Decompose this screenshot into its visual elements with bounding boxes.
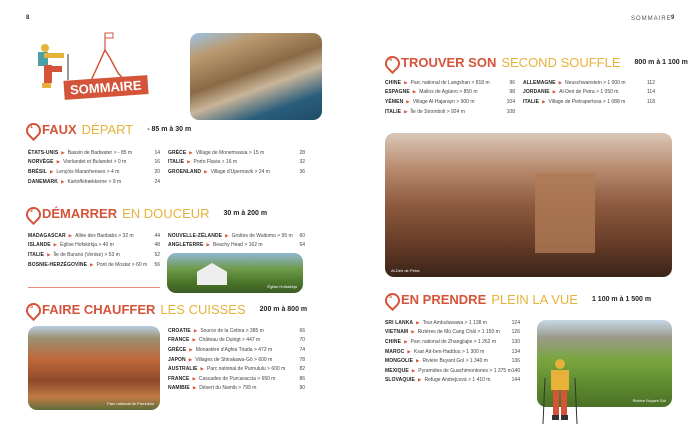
country: FRANCE — [168, 337, 190, 344]
country: ESPAGNE — [385, 89, 410, 96]
toc-entry[interactable] — [168, 158, 305, 168]
country: GRÈCE — [168, 149, 187, 156]
country: JORDANIE — [523, 89, 550, 96]
entry-list — [168, 231, 305, 250]
section-title-light: DÉPART — [81, 122, 134, 137]
page-ref: 36 — [299, 168, 305, 175]
section-title-bold: FAUX — [42, 122, 77, 137]
place: Kartoffelrækkerne > 9 m — [67, 178, 122, 185]
country: GRÈCE — [168, 346, 187, 353]
arrow-icon: ▶ — [406, 98, 410, 104]
arrow-icon: ▶ — [60, 178, 65, 184]
location-pin-icon — [385, 56, 396, 69]
page-ref: 104 — [506, 98, 515, 105]
arrow-icon: ▶ — [200, 366, 204, 372]
toc-entry[interactable] — [28, 241, 160, 251]
arrow-icon: ▶ — [90, 261, 94, 267]
country: VIETNAM — [385, 329, 409, 336]
page-ref: 24 — [154, 178, 160, 185]
entry-list — [28, 148, 160, 186]
place: Neuschwanstein > 1 000 m — [565, 79, 626, 86]
toc-entry[interactable] — [168, 374, 305, 384]
page-ref: 86 — [299, 375, 305, 382]
arrow-icon: ▶ — [404, 338, 408, 344]
arrow-icon: ▶ — [407, 348, 411, 354]
sommaire-logo — [30, 28, 150, 103]
country: CHINE — [385, 338, 402, 345]
country: NAMIBIE — [168, 385, 190, 392]
page-ref: 114 — [647, 89, 655, 96]
place: Village d'Upernavik > 24 m — [210, 168, 270, 175]
country: ISLANDE — [28, 242, 51, 249]
arrow-icon: ▶ — [404, 108, 408, 114]
arrow-icon: ▶ — [61, 149, 65, 155]
place: Grottes de Waitomo > 95 m — [231, 232, 293, 239]
entry-list — [385, 78, 515, 116]
entry-list — [168, 148, 305, 177]
arrow-icon: ▶ — [411, 329, 415, 335]
toc-entry[interactable] — [523, 97, 655, 107]
toc-entry[interactable] — [385, 366, 520, 376]
page-ref: 98 — [509, 89, 515, 96]
place: Mallos de Agüero > 850 m — [419, 89, 478, 96]
page-ref: 130 — [511, 338, 520, 345]
page-ref: 118 — [647, 98, 655, 105]
page-ref: 48 — [154, 242, 160, 249]
toc-entry[interactable] — [523, 78, 655, 88]
toc-entry[interactable] — [28, 167, 160, 177]
toc-entry[interactable] — [385, 376, 520, 386]
photo-caption: Église Hofskirkja — [267, 284, 297, 289]
country: MEXIQUE — [385, 367, 409, 374]
place: Parc national de Zhangjiajie > 1 262 m — [410, 338, 497, 345]
arrow-icon: ▶ — [416, 358, 420, 364]
toc-entry[interactable] — [168, 167, 305, 177]
page-ref: 78 — [299, 356, 305, 363]
page-ref: 64 — [299, 242, 305, 249]
country: ITALIE — [385, 108, 402, 115]
entry-list — [523, 78, 655, 107]
entry-list — [168, 326, 305, 393]
toc-entry[interactable] — [385, 78, 515, 88]
arrow-icon: ▶ — [417, 377, 422, 383]
section-number: 3 — [30, 304, 33, 310]
section-title-light: EN DOUCEUR — [122, 206, 210, 221]
section-heading-5 — [385, 292, 651, 307]
toc-entry[interactable] — [385, 337, 520, 347]
altitude-range: 1 100 m à 1 500 m — [591, 296, 652, 303]
country: CROATIE — [168, 327, 191, 334]
country: SRI LANKA — [385, 319, 414, 326]
page-ref: 126 — [511, 329, 520, 336]
country: NOUVELLE-ZÉLANDE — [168, 232, 223, 239]
altitude-range: 800 m à 1 100 m — [634, 59, 688, 66]
country: YÉMEN — [385, 98, 404, 105]
place: Ksar Aït-ben-Haddou > 1 300 m — [413, 348, 485, 355]
sommaire-title: SOMMAIRE — [63, 75, 148, 100]
toc-entry[interactable] — [168, 336, 305, 346]
place: Tour Ambuluwawa > 1 138 m — [422, 319, 487, 326]
country: FRANCE — [168, 375, 190, 382]
toc-entry[interactable] — [385, 97, 515, 107]
arrow-icon: ▶ — [416, 319, 420, 325]
place: Monastère d'Aghia Triada > 472 m — [195, 346, 273, 353]
country: GROENLAND — [168, 168, 202, 175]
toc-entry[interactable] — [28, 158, 160, 168]
arrow-icon: ▶ — [542, 98, 546, 104]
photo-monemvasia — [190, 33, 322, 120]
place: Lençóis Maranhenses > 4 m — [56, 168, 120, 175]
section-number: 5 — [389, 294, 392, 300]
section-heading-1 — [26, 122, 191, 137]
toc-entry[interactable] — [385, 356, 520, 366]
arrow-icon: ▶ — [56, 159, 61, 165]
section-number: 2 — [30, 208, 33, 214]
section-title-bold: FAIRE CHAUFFER — [42, 302, 156, 317]
running-head: SOMMAIRE — [631, 16, 672, 22]
country: MAROC — [385, 348, 405, 355]
arrow-icon: ▶ — [193, 327, 198, 333]
page-ref: 60 — [299, 232, 305, 239]
country: CHINE — [385, 79, 402, 86]
arrow-icon: ▶ — [192, 375, 196, 381]
country: MADAGASCAR — [28, 232, 66, 239]
location-pin-icon — [26, 303, 37, 316]
page-ref: 90 — [299, 385, 305, 392]
page-ref: 144 — [511, 377, 520, 384]
toc-entry[interactable] — [28, 177, 160, 187]
photo-caption: Al-Deir de Petra — [391, 268, 420, 273]
arrow-icon: ▶ — [47, 251, 51, 257]
page-ref: 28 — [299, 149, 305, 156]
country: NORVÈGE — [28, 159, 54, 166]
photo-hofskirkja — [167, 253, 303, 293]
photo-purnululu — [28, 326, 160, 410]
place: Île de Burano (Venise) > 53 m — [53, 251, 120, 258]
page-ref: 44 — [154, 232, 160, 239]
page-ref: 134 — [511, 348, 520, 355]
section-title-bold: TROUVER SON — [401, 55, 497, 70]
place: Pont de Mostar > 60 m — [96, 261, 148, 268]
section-title-bold: DÉMARRER — [42, 206, 118, 221]
arrow-icon: ▶ — [189, 346, 193, 352]
arrow-icon: ▶ — [49, 168, 54, 174]
arrow-icon: ▶ — [68, 232, 73, 238]
toc-entry[interactable] — [168, 384, 305, 394]
section-number: 1 — [30, 124, 33, 130]
country: AUSTRALIE — [168, 366, 198, 373]
page-ref: 52 — [154, 251, 160, 258]
entry-list — [385, 318, 520, 385]
section-heading-4 — [385, 55, 688, 70]
page-ref: 20 — [154, 168, 160, 175]
location-pin-icon — [385, 293, 396, 306]
page-number-right: 9 — [671, 15, 675, 21]
country: DANEMARK — [28, 178, 58, 185]
toc-entry[interactable] — [385, 88, 515, 98]
page-ref: 16 — [154, 159, 160, 166]
place: Désert du Namib > 799 m — [199, 385, 257, 392]
divider — [28, 287, 160, 288]
place: Beachy Head > 162 m — [212, 242, 263, 249]
hiker-illustration — [540, 358, 580, 428]
toc-entry[interactable] — [168, 148, 305, 158]
place: Source de la Cetina > 385 m — [200, 327, 264, 334]
country: ITALIE — [168, 159, 185, 166]
arrow-icon: ▶ — [558, 79, 563, 85]
country: ÉTATS-UNIS — [28, 149, 59, 156]
country: SLOVAQUIE — [385, 377, 415, 384]
toc-entry[interactable] — [168, 364, 305, 374]
altitude-range: - 85 m à 30 m — [147, 126, 192, 133]
page-ref: 82 — [299, 366, 305, 373]
location-pin-icon — [26, 123, 37, 136]
country: JAPON — [168, 356, 186, 363]
toc-entry[interactable] — [168, 231, 305, 241]
arrow-icon: ▶ — [206, 242, 210, 248]
country: ITALIE — [523, 98, 540, 105]
section-title-bold: EN PRENDRE — [401, 292, 487, 307]
arrow-icon: ▶ — [404, 79, 408, 85]
toc-entry[interactable] — [28, 148, 160, 158]
page-ref: 74 — [299, 346, 305, 353]
toc-entry[interactable] — [385, 347, 520, 357]
arrow-icon: ▶ — [192, 385, 197, 391]
toc-entry[interactable] — [385, 318, 520, 328]
place: Villages de Shirakawa-Gō > 600 m — [195, 356, 273, 363]
arrow-icon: ▶ — [53, 242, 58, 248]
country: ITALIE — [28, 251, 45, 258]
place: Château de Duingt > 447 m — [198, 337, 261, 344]
altitude-range: 30 m à 200 m — [223, 210, 268, 217]
place: Vierlandet et Bulandet > 0 m — [63, 159, 127, 166]
arrow-icon: ▶ — [189, 149, 193, 155]
section-number: 4 — [389, 57, 392, 63]
arrow-icon: ▶ — [187, 159, 191, 165]
toc-entry[interactable] — [168, 241, 305, 251]
toc-entry[interactable] — [28, 250, 160, 260]
section-heading-2 — [26, 206, 267, 221]
place: Village de Monemvasia > 15 m — [195, 149, 265, 156]
toc-entry[interactable] — [168, 345, 305, 355]
place: Refuge Andrejcová > 1 410 m — [424, 377, 491, 384]
page-ref: 14 — [154, 149, 160, 156]
arrow-icon: ▶ — [188, 356, 193, 362]
arrow-icon: ▶ — [225, 232, 229, 238]
toc-entry[interactable] — [523, 88, 655, 98]
country: ALLEMAGNE — [523, 79, 556, 86]
place: Al-Deir de Petra > 1 050 m — [559, 89, 619, 96]
arrow-icon: ▶ — [204, 168, 208, 174]
page-ref: 136 — [511, 358, 520, 365]
country: ANGLETERRE — [168, 242, 204, 249]
arrow-icon: ▶ — [411, 367, 416, 373]
page-ref: 112 — [647, 79, 655, 86]
photo-caption: Parc national de Purnululu — [107, 401, 154, 406]
page-ref: 96 — [509, 79, 515, 86]
page-number-left: 8 — [26, 15, 30, 21]
section-title-light: PLEIN LA VUE — [491, 292, 578, 307]
location-pin-icon — [26, 207, 37, 220]
section-title-light: LES CUISSES — [160, 302, 246, 317]
place: Allée des Baobabs > 32 m — [75, 232, 134, 239]
toc-entry[interactable] — [168, 355, 305, 365]
toc-entry[interactable] — [385, 107, 515, 117]
page-ref: 124 — [511, 319, 520, 326]
section-title-light: SECOND SOUFFLE — [501, 55, 621, 70]
country: BOSNIE-HERZÉGOVINE — [28, 261, 88, 268]
place: Parc national de Langshan > 818 m — [410, 79, 490, 86]
place: Parc national de Purnululu > 600 m — [206, 366, 286, 373]
place: Village de Pietrapertosa > 1 088 m — [548, 98, 626, 105]
page-ref: 32 — [299, 159, 305, 166]
arrow-icon: ▶ — [412, 89, 417, 95]
entry-list — [28, 231, 160, 269]
photo-petra — [385, 133, 672, 277]
place: Pyramides de Guachimontones > 1 375 m — [418, 367, 512, 374]
page-ref: 56 — [154, 261, 160, 268]
toc-entry[interactable] — [168, 326, 305, 336]
page-ref: 66 — [299, 327, 305, 334]
place: Cascades de Purcaraccia > 650 m — [198, 375, 276, 382]
toc-entry[interactable] — [28, 231, 160, 241]
page-ref: 70 — [299, 337, 305, 344]
place: Porto Flavia > 16 m — [193, 159, 238, 166]
place: Île de Stromboli > 924 m — [410, 108, 465, 115]
arrow-icon: ▶ — [552, 89, 557, 95]
toc-entry[interactable] — [385, 328, 520, 338]
place: Rizières de Mù Cang Chải > 1 150 m — [417, 329, 500, 336]
page-ref: 140 — [511, 367, 521, 374]
place: Bassin de Badwater > - 85 m — [67, 149, 133, 156]
altitude-range: 200 m à 800 m — [259, 306, 308, 313]
place: Rivière Buyant Gol > 1 340 m — [422, 358, 488, 365]
place: Village Al-Hajarayn > 900 m — [412, 98, 475, 105]
section-heading-3 — [26, 302, 307, 317]
photo-caption: Rivière Buyant Gol — [632, 398, 666, 403]
country: BRÉSIL — [28, 168, 47, 175]
toc-entry[interactable] — [28, 260, 160, 270]
arrow-icon: ▶ — [192, 337, 196, 343]
page-ref: 108 — [506, 108, 515, 115]
place: Église Hofskirkja > 40 m — [60, 242, 114, 249]
country: MONGOLIE — [385, 358, 414, 365]
